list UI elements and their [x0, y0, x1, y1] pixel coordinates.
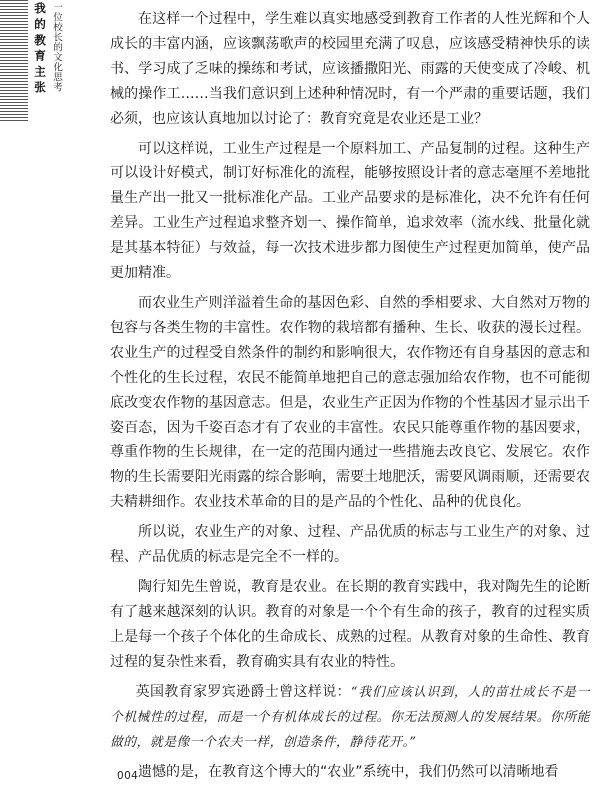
- page-number: 004: [117, 770, 139, 782]
- paragraph-6-quote: [110, 680, 590, 755]
- quote-text: “我们应该认识到，人的苗壮成长不是一个机械性的过程，而是一个有机体成长的过程。你无法预测人的发展结果。你所能做的，就是像一个农夫一样，创造条件，静待花开。”: [110, 684, 591, 750]
- quote-lead-in: 英国教育家罗宾逊爵士曾这样说：: [135, 683, 351, 700]
- body-text: [110, 7, 590, 784]
- paragraph-1: 在这样一个过程中，学生难以真实地感受到教育工作者的人性光辉和个人成长的丰富内涵，应该飘荡歌声的校园里充满了叹息，应该感受精神快乐的读书、学习成了乏味的操练和考试，应该播撒阳光、雨露的天使变成了冷峻、机械的操作工……当我们意识到上述种种情况时，有一个严肃的重要话题，我们必须，也应该认真地加以讨论了：教育究竟是农业还是工业？: [110, 11, 590, 127]
- series-subtitle: 一位校长的文化思考: [51, 2, 62, 92]
- paragraph-5: 陶行知先生曾说，教育是农业。在长期的教育实践中，我对陶先生的论断有了越来越深刻的认识。教育的对象是一个个有生命的孩子，教育的过程实质上是每一个孩子个体化的生命成长、成熟的过程。从教育对象的生命性、教育过程的复杂性来看，教育确实具有农业的特性。: [110, 578, 590, 670]
- series-title: [32, 2, 63, 97]
- series-main-title: 我的教育主张: [33, 2, 47, 97]
- paragraph-4: 所以说，农业生产的对象、过程、产品优质的标志与工业生产的对象、过程、产品优质的标志是完全不一样的。: [110, 524, 590, 566]
- paragraph-2: 可以这样说，工业生产过程是一个原料加工、产品复制的过程。这种生产可以设计好模式，制订好标准化的流程，能够按照设计者的意志毫厘不差地批量生产出一批又一批标准化产品。工业产品要求的是标准化，决不允许有任何差异。工业生产过程追求整齐划一、操作简单，追求效率（流水线、批量化就是其基本特征）与效益，每一次技术进步都力图使生产过程更加简单，使产品更加精准。: [110, 140, 590, 282]
- header-stripe-decoration: [0, 0, 28, 122]
- paragraph-3: 而农业生产则洋溢着生命的基因色彩、自然的季相要求、大自然对万物的包容与各类生物的丰富性。农作物的栽培都有播种、生长、收获的漫长过程。农业生产的过程受自然条件的制约和影响很大，农作物还有自身基因的意志和个性化的生长过程，农民不能简单地把自己的意志强加给农作物，也不可能彻底改变农作物的基因意志。但是，农业生产正因为作物的个性基因才显示出千姿百态，因为千姿百态才有了农业的丰富性。农民只能尊重作物的基因要求，尊重作物的生长规律，在一定的范围内通过一些措施去改良它、发展它。农作物的生长需要阳光雨露的综合影响，需要土地肥沃，需要风调雨顺，还需要农夫精耕细作。农业技术革命的目的是产品的个性化、品种的优良化。: [110, 294, 590, 511]
- paragraph-7: 遗憾的是，在教育这个博大的“农业”系统中，我们仍然可以清晰地看: [138, 763, 559, 780]
